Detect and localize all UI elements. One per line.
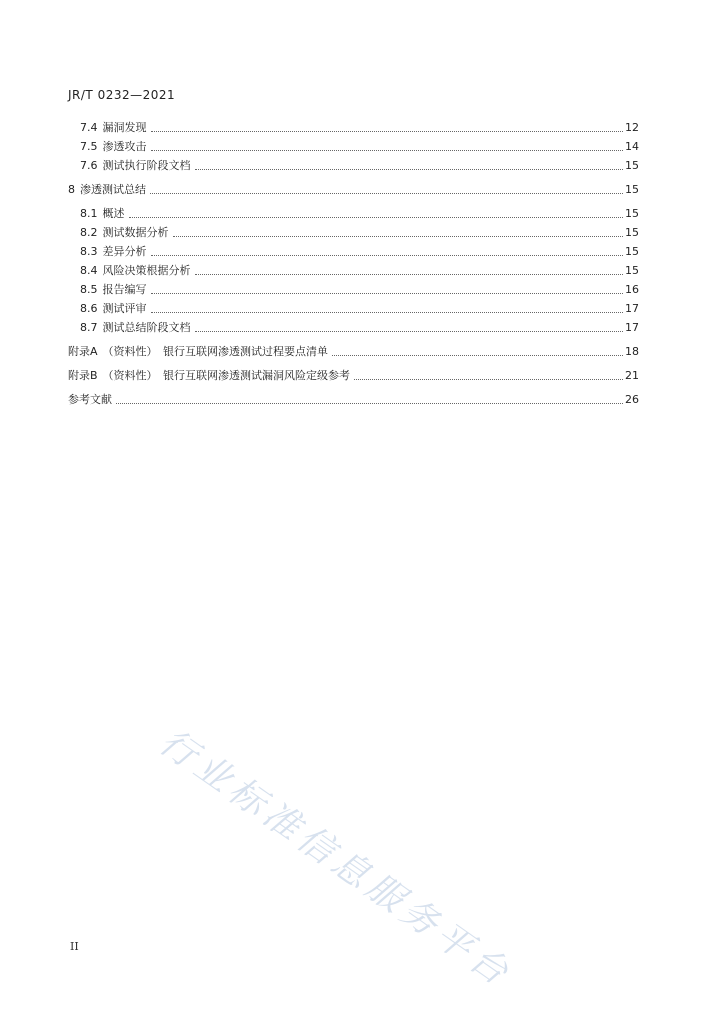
- toc-entry-title: 测试总结阶段文档: [102, 321, 191, 334]
- toc-leader-dots: [151, 117, 624, 132]
- toc-entry-page: 16: [625, 283, 639, 296]
- toc-entry[interactable]: [68, 278, 639, 297]
- toc-entry-label: [80, 302, 149, 316]
- toc-leader-dots: [151, 298, 624, 313]
- toc-entry[interactable]: [68, 135, 639, 154]
- toc-entry-number: 8.4: [80, 264, 98, 277]
- toc-entry-number: 8.1: [80, 207, 98, 220]
- toc-entry[interactable]: [68, 297, 639, 316]
- watermark: 行业标准信息服务平台: [151, 721, 520, 997]
- toc-entry-page: 21: [625, 369, 639, 382]
- toc-entry-title: 参考文献: [68, 393, 112, 406]
- toc-entry[interactable]: [68, 259, 639, 278]
- toc-entry-page: 15: [625, 226, 639, 239]
- toc-entry-title: 测试数据分析: [102, 226, 169, 239]
- toc-entry-number: 8.6: [80, 302, 98, 315]
- toc-entry-label: [80, 159, 193, 173]
- toc-leader-dots: [151, 279, 624, 294]
- toc-leader-dots: [151, 136, 624, 151]
- toc-entry-page: 15: [625, 159, 639, 172]
- toc-leader-dots: [150, 179, 623, 194]
- toc-leader-dots: [195, 155, 624, 170]
- toc-leader-dots: [354, 365, 623, 380]
- toc-leader-dots: [151, 241, 624, 256]
- toc-entry[interactable]: [68, 388, 639, 407]
- toc-leader-dots: [129, 203, 624, 218]
- toc-entry-page: 15: [625, 264, 639, 277]
- toc-leader-dots: [173, 222, 624, 237]
- toc-entry-page: 15: [625, 245, 639, 258]
- toc-entry-page: 18: [625, 345, 639, 358]
- toc-entry-label: [80, 283, 149, 297]
- toc-entry-label: [68, 183, 148, 197]
- toc-entry-label: [80, 140, 149, 154]
- toc-entry-title: 漏洞发现: [102, 121, 147, 134]
- toc-entry-title: 测试执行阶段文档: [102, 159, 191, 172]
- toc-entry-number: 7.4: [80, 121, 98, 134]
- toc-entry-number: 8.7: [80, 321, 98, 334]
- toc-entry[interactable]: [68, 340, 639, 359]
- toc-entry-label: [68, 345, 330, 359]
- toc-entry-title: 风险决策根据分析: [102, 264, 191, 277]
- toc-entry-label: [68, 393, 114, 407]
- toc-entry-title: 差异分析: [102, 245, 147, 258]
- toc-entry[interactable]: [68, 178, 639, 197]
- toc-entry[interactable]: [68, 116, 639, 135]
- toc-entry-title: 测试评审: [102, 302, 147, 315]
- toc-entry-title: （资料性） 银行互联网渗透测试漏洞风险定级参考: [102, 369, 351, 382]
- toc-entry[interactable]: [68, 154, 639, 173]
- toc-entry-number: 7.6: [80, 159, 98, 172]
- toc-entry-title: （资料性） 银行互联网渗透测试过程要点清单: [102, 345, 329, 358]
- toc-entry-number: 附录A: [68, 345, 98, 358]
- page-number: II: [70, 940, 79, 953]
- toc-entry-page: 14: [625, 140, 639, 153]
- toc-entry-label: [80, 264, 193, 278]
- toc-entry-label: [68, 369, 352, 383]
- toc-entry-number: 7.5: [80, 140, 98, 153]
- toc-entry-title: 渗透测试总结: [80, 183, 146, 196]
- toc-entry[interactable]: [68, 316, 639, 335]
- toc-entry-label: [80, 226, 171, 240]
- toc-entry-page: 26: [625, 393, 639, 406]
- toc-entry-title: 报告编写: [102, 283, 147, 296]
- toc-entry-number: 8.2: [80, 226, 98, 239]
- toc-entry[interactable]: [68, 240, 639, 259]
- toc-entry-title: 概述: [102, 207, 125, 220]
- toc-entry[interactable]: [68, 364, 639, 383]
- toc-leader-dots: [195, 260, 624, 275]
- toc-entry-number: 附录B: [68, 369, 98, 382]
- toc-entry-label: [80, 207, 127, 221]
- toc-entry[interactable]: [68, 221, 639, 240]
- toc-leader-dots: [332, 341, 623, 356]
- toc-entry-label: [80, 245, 149, 259]
- toc-entry-page: 17: [625, 321, 639, 334]
- toc-entry-number: 8: [68, 183, 75, 196]
- toc-entry-page: 15: [625, 207, 639, 220]
- table-of-contents: [68, 116, 639, 407]
- toc-entry-number: 8.5: [80, 283, 98, 296]
- toc-entry-title: 渗透攻击: [102, 140, 147, 153]
- document-id: JR/T 0232—2021: [68, 88, 176, 102]
- toc-entry[interactable]: [68, 202, 639, 221]
- toc-entry-page: 17: [625, 302, 639, 315]
- toc-entry-number: 8.3: [80, 245, 98, 258]
- toc-leader-dots: [116, 389, 623, 404]
- toc-entry-page: 15: [625, 183, 639, 196]
- toc-entry-label: [80, 121, 149, 135]
- toc-entry-label: [80, 321, 193, 335]
- toc-leader-dots: [195, 317, 624, 332]
- toc-entry-page: 12: [625, 121, 639, 134]
